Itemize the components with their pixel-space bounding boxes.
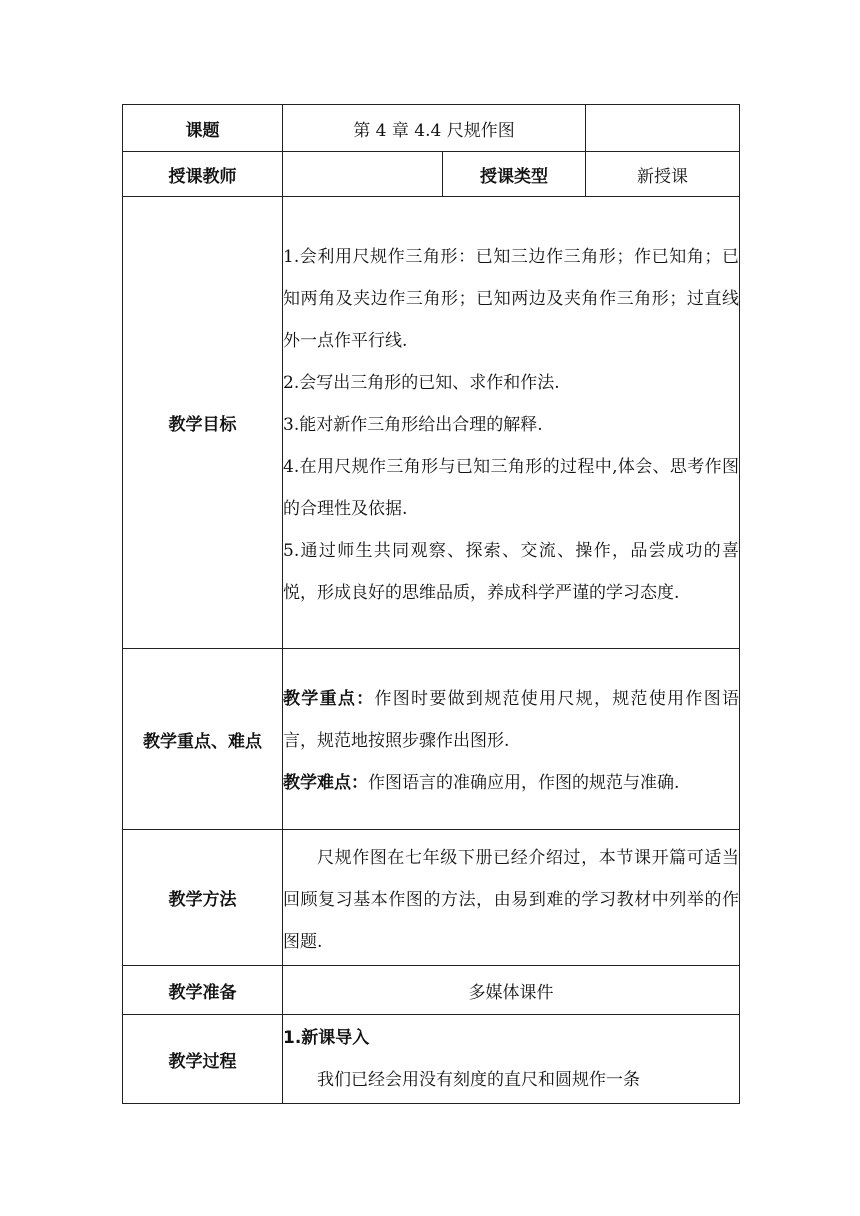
key-points-content <box>283 649 740 830</box>
method-content <box>283 830 740 966</box>
focus-text: 作图时要做到规范使用尺规，规范使用作图语言，规范地按照步骤作出图形. <box>283 689 740 751</box>
difficulty-paragraph <box>283 762 739 804</box>
difficulty-text: 作图语言的准确应用，作图的规范与准确. <box>368 773 680 793</box>
topic-value: 第 4 章 4.4 尺规作图 <box>283 105 586 152</box>
process-content <box>283 1015 740 1104</box>
row-method <box>123 830 740 966</box>
key-points-label: 教学重点、难点 <box>123 649 283 830</box>
objective-item: 2.会写出三角形的已知、求作和作法. <box>283 372 560 393</box>
method-text: 尺规作图在七年级下册已经介绍过，本节课开篇可适当回顾复习基本作图的方法，由易到难的学习教材中列举的作图题. <box>283 847 739 952</box>
preparation-label: 教学准备 <box>123 966 283 1015</box>
objectives-content <box>283 197 740 649</box>
objective-item: 3.能对新作三角形给出合理的解释. <box>283 414 543 435</box>
row-teacher <box>123 152 740 197</box>
row-key-points <box>123 649 740 830</box>
focus-paragraph <box>283 678 739 762</box>
objective-item: 5.通过师生共同观察、探索、交流、操作，品尝成功的喜悦，形成良好的思维品质，养成科学严谨的学习态度. <box>283 540 739 603</box>
process-text: 我们已经会用没有刻度的直尺和圆规作一条 <box>317 1070 640 1090</box>
difficulty-label: 教学难点： <box>283 773 368 793</box>
objective-item: 1.会利用尺规作三角形：已知三边作三角形；作已知角；已知两角及夹边作三角形；已知两边及夹角作三角形；过直线外一点作平行线. <box>283 246 739 351</box>
row-objectives <box>123 197 740 649</box>
lesson-type-label: 授课类型 <box>443 152 586 197</box>
lesson-type-value: 新授课 <box>586 152 740 197</box>
objectives-label: 教学目标 <box>123 197 283 649</box>
teacher-label: 授课教师 <box>123 152 283 197</box>
lesson-plan-table <box>122 104 740 1104</box>
focus-label: 教学重点： <box>283 689 375 709</box>
objective-item: 4.在用尺规作三角形与已知三角形的过程中,体会、思考作图的合理性及依据. <box>283 456 739 519</box>
process-heading: 1.新课导入 <box>283 1028 370 1048</box>
method-label: 教学方法 <box>123 830 283 966</box>
row-topic <box>123 105 740 152</box>
teacher-value <box>283 152 443 197</box>
preparation-value: 多媒体课件 <box>283 966 740 1015</box>
topic-label: 课题 <box>123 105 283 152</box>
topic-extra <box>586 105 740 152</box>
process-label: 教学过程 <box>123 1015 283 1104</box>
row-preparation <box>123 966 740 1015</box>
row-process <box>123 1015 740 1104</box>
